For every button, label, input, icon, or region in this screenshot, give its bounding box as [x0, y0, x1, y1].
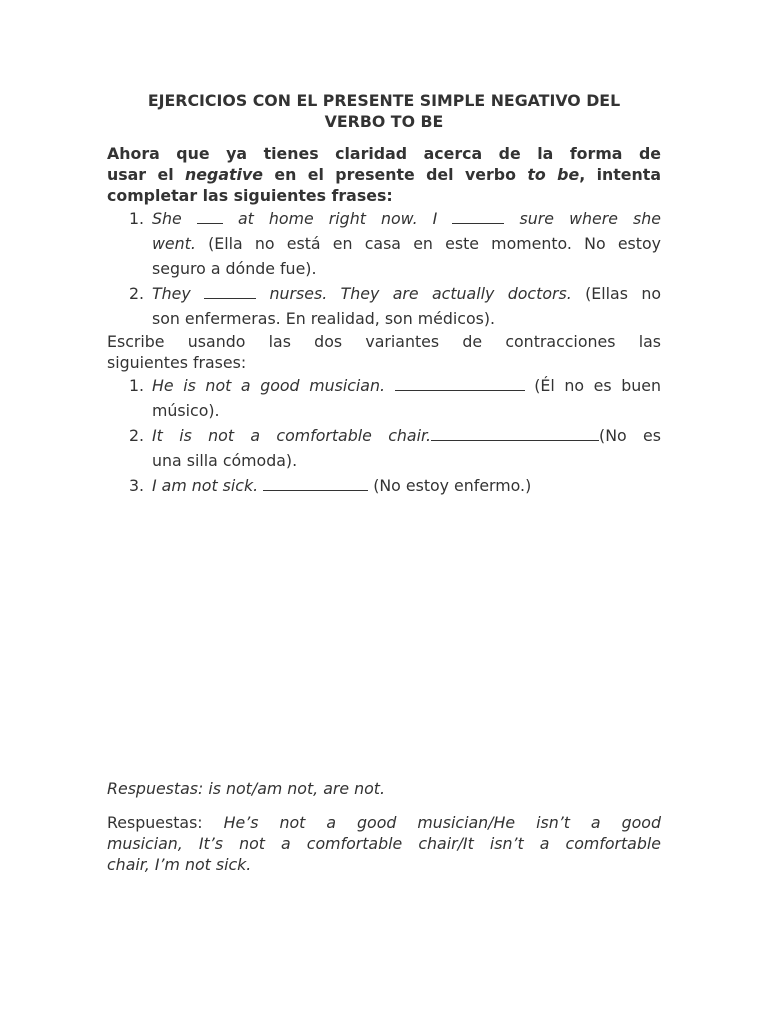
- sentence-text: I am not sick.: [152, 476, 259, 495]
- answer-blank[interactable]: [452, 208, 504, 224]
- list-item: [107, 206, 661, 281]
- intro-emphasis-to-be: to be: [527, 165, 580, 184]
- answer-blank[interactable]: [431, 425, 599, 441]
- answers-label: Respuestas:: [107, 813, 203, 832]
- list-item: [107, 473, 661, 498]
- translation-text: (No estoy enfermo.): [373, 476, 532, 495]
- sentence-text: He is not a good musician.: [152, 376, 385, 395]
- sentence-line: [152, 206, 661, 231]
- list-item: [107, 373, 661, 423]
- sentence-text: went.: [152, 234, 196, 253]
- sentence-line: [152, 231, 661, 256]
- title-line-1: EJERCICIOS CON EL PRESENTE SIMPLE NEGATIVO DEL: [147, 91, 621, 110]
- list-item: [107, 281, 661, 331]
- intro-text: , intenta: [579, 165, 661, 184]
- translation-line: seguro a dónde fue).: [152, 259, 317, 278]
- translation-line: músico).: [152, 401, 220, 420]
- list-item: [107, 423, 661, 473]
- sentence-text: They: [152, 284, 191, 303]
- sentence-line: [152, 373, 661, 398]
- answers-line-2: musician, It’s not a comfortable chair/It isn’t a comfortable: [107, 834, 661, 853]
- title-line-2: VERBO TO BE: [324, 112, 444, 131]
- sentence-line: [152, 281, 661, 306]
- list-number: 1.: [129, 376, 145, 395]
- answers-line-1: [107, 812, 661, 833]
- intro-line-1: Ahora que ya tienes claridad acerca de la forma de: [107, 144, 661, 163]
- answer-blank[interactable]: [204, 283, 256, 299]
- list-number: 2.: [129, 284, 145, 303]
- translation-text: (No es: [599, 426, 661, 445]
- intro-paragraph: [107, 143, 661, 206]
- exercise-list-1: [107, 206, 661, 331]
- document-page: [107, 90, 661, 498]
- answer-blank[interactable]: [197, 208, 223, 224]
- exercise-list-2: [107, 373, 661, 498]
- intro-text: en el presente del verbo: [262, 165, 528, 184]
- sentence-text: nurses. They are actually doctors.: [269, 284, 572, 303]
- answer-blank[interactable]: [395, 375, 525, 391]
- intro-emphasis-negative: negative: [185, 165, 263, 184]
- answers-exercise-1: Respuestas: is not/am not, are not.: [107, 779, 386, 798]
- sentence-text: sure where she: [519, 209, 661, 228]
- sentence-line: [129, 423, 661, 448]
- instructions-line-2: siguientes frases:: [107, 353, 247, 372]
- translation-text: (Ella no está en casa en este momento. No estoy: [195, 234, 661, 253]
- answers-line-3: chair, I’m not sick.: [107, 855, 252, 874]
- intro-line-3: completar las siguientes frases:: [107, 186, 393, 205]
- translation-text: (Ellas no: [571, 284, 661, 303]
- answers-text: He’s not a good musician/He isn’t a good: [223, 813, 661, 832]
- sentence-text: She: [152, 209, 182, 228]
- sentence-text: It is not a comfortable chair.: [152, 426, 432, 445]
- answers-exercise-2: [107, 812, 661, 875]
- list-number: 1.: [129, 209, 145, 228]
- translation-line: son enfermeras. En realidad, son médicos).: [152, 309, 496, 328]
- sentence-text: at home right now. I: [237, 209, 438, 228]
- translation-line: una silla cómoda).: [152, 451, 298, 470]
- sentence-line: [152, 473, 661, 498]
- intro-line-2: [107, 164, 661, 185]
- intro-text: usar el: [107, 165, 186, 184]
- answer-blank[interactable]: [263, 475, 368, 491]
- instructions-paragraph: [107, 331, 661, 373]
- instructions-line-1: Escribe usando las dos variantes de contracciones las: [107, 332, 661, 351]
- list-number: 3.: [129, 476, 145, 495]
- translation-text: (Él no es buen: [534, 376, 661, 395]
- list-number: 2.: [129, 426, 145, 445]
- page-title: [107, 90, 661, 132]
